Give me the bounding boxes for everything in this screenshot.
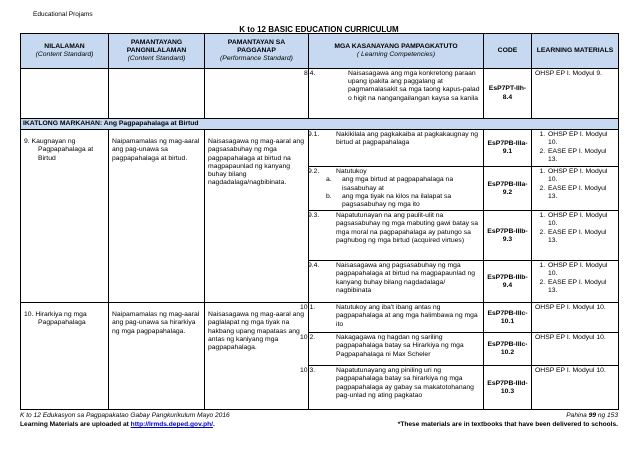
performance-standard-cell: Naisasagawa ng mag-aaral ang pagsasabuhay ng mga pagpapahalaga at birtud na magpapaunlad ng kanyang buhay bilang nagdadalaga/nagbibinata. bbox=[205, 130, 309, 303]
competency-cell: 10.3. Napatutunayang ang piniling uri ng pagpapahalaga batay sa hirarkiya ng mga pagpapahalaga ay gabay sa makatotohanang pag-unlad ng ating pagkatao bbox=[309, 366, 484, 410]
footer-page-number: Pahina 99 ng 153 bbox=[566, 412, 618, 419]
material-cell bbox=[532, 261, 619, 303]
material-cell bbox=[532, 211, 619, 261]
empty-cell bbox=[109, 69, 205, 119]
curriculum-table bbox=[20, 33, 619, 410]
competency-cell: 10.2. Nakagagawa ng hagdan ng sariling pagpapahalaga batay sa Hirarkiya ng mga Pagpapahalaga ni Max Scheler bbox=[309, 333, 484, 366]
col-header-pamantayang-pangnilalaman: PAMANTAYANG PANGNILALAMAN (Content Standard) bbox=[109, 34, 205, 69]
material-cell: OHSP EP I. Modyul 10. bbox=[532, 366, 619, 410]
content-cell: 10. Hirarkiya ng mga Pagpapahalaga bbox=[21, 303, 109, 410]
code-cell: EsP7PB-IIIc-10.1 bbox=[484, 303, 532, 333]
competency-cell: 9.1. Nakikilala ang pagkakaiba at pagkakaugnay ng birtud at pagpapahalaga bbox=[309, 130, 484, 167]
competency-cell: 9.3. Napatutunayan na ang paulit-ulit na pagsasabuhay ng mga mabuting gawi batay sa mga moral na pagpapahalaga ay patungo sa paghubog ng mga birtud (acquired virtues) bbox=[309, 211, 484, 261]
content-cell: 9. Kaugnayan ng Pagpapahalaga at Birtud bbox=[21, 130, 109, 303]
competency-cell: 9.4. Naisasagawa ang pagsasabuhay ng mga pagpapahalaga at birtud na magpapaunlad ng kanyang buhay bilang nagdadalaga/ nagbibinata bbox=[309, 261, 484, 303]
col-header-pamantayan-sa-pagganap: PAMANTAYAN SA PAGGANAP (Performance Standard) bbox=[205, 34, 309, 69]
material-item: 2. EASE EP I. Modyul 13. bbox=[547, 185, 615, 201]
document-title: K to 12 BASIC EDUCATION CURRICULUM bbox=[239, 25, 399, 34]
competency-cell: 10.1. Natutukoy ang iba't ibang antas ng pagpapahalaga at ang mga halimbawa ng mga ito bbox=[309, 303, 484, 333]
col-header-code: CODE bbox=[484, 34, 532, 69]
material-item: 1. OHSP EP I. Modyul 10. bbox=[547, 131, 615, 147]
col-header-nilalaman: NILALAMAN (Content Standard) bbox=[21, 34, 109, 69]
table-row bbox=[21, 130, 619, 167]
material-item: 1. OHSP EP I. Modyul 10. bbox=[547, 168, 615, 184]
material-item: 1. OHSP EP I. Modyul 10. bbox=[547, 212, 615, 228]
lrmds-link[interactable]: http://lrmds.deped.gov.ph/ bbox=[130, 421, 213, 428]
material-item: 2. EASE EP I. Modyul 13. bbox=[547, 148, 615, 164]
material-item: 2. EASE EP I. Modyul 13. bbox=[547, 229, 615, 245]
material-cell: OHSP EP I. Modyul 9. bbox=[532, 69, 619, 119]
competency-cell: 9.2. Natutukoy a. ang mga birtud at pagpapahalaga na isasabuhay at b. ang mga tiyak na kilos na ilalapat sa pagsasabuhay ng mga ito bbox=[309, 167, 484, 211]
content-standard-cell: Naipamamalas ng mag-aaral ang pag-unawa sa pagpapahalaga at birtud. bbox=[109, 130, 205, 303]
footer-textbook-note: *These materials are in textbooks that have been delivered to schools. bbox=[397, 421, 618, 428]
material-cell: OHSP EP I. Modyul 10. bbox=[532, 333, 619, 366]
footer-document-name: K to 12 Edukasyon sa Pagpapakatao Gabay Pangkurikulum Mayo 2016 bbox=[20, 412, 230, 419]
header-label: Educational Projams bbox=[33, 11, 93, 18]
material-cell bbox=[532, 130, 619, 167]
code-cell: EsP7PB-IIIc-10.2 bbox=[484, 333, 532, 366]
performance-standard-cell: Naisasagawa ng mag-aaral ang paglalapat ng mga tiyak na hakbang upang mapataas ang antas ng kaniyang mga pagpapahalaga. bbox=[205, 303, 309, 410]
competency-cell: 8.4. Naisasagawa ang mga konkretong paraan upang ipakita ang paggalang at pagmamalasakit sa mga taong kapus-palad o higit na nangangailangan kaysa sa kanila bbox=[309, 69, 484, 119]
code-cell: EsP7PB-IIId-10.3 bbox=[484, 366, 532, 410]
content-standard-cell: Naipamamalas ng mag-aaral ang pag-unawa sa hirarkiya ng mga pagpapahalaga. bbox=[109, 303, 205, 410]
material-cell bbox=[532, 167, 619, 211]
section-title: IKATLONG MARKAHAN: Ang Pagpapahalaga at Birtud bbox=[21, 119, 619, 130]
code-cell: EsP7PT-IIh-8.4 bbox=[484, 69, 532, 119]
code-cell: EsP7PB-IIIb-9.4 bbox=[484, 261, 532, 303]
material-item: 2. EASE EP I. Modyul 13. bbox=[547, 279, 615, 295]
material-item: 1. OHSP EP I. Modyul 10. bbox=[547, 262, 615, 278]
section-row bbox=[21, 119, 619, 130]
col-header-kasanayan: MGA KASANAYANG PAMPAGKATUTO ( Learning Competencies) bbox=[309, 34, 484, 69]
material-cell: OHSP EP I. Modyul 10. bbox=[532, 303, 619, 333]
code-cell: EsP7PB-IIIa-9.2 bbox=[484, 167, 532, 211]
footer-upload-note: Learning Materials are uploaded at http://lrmds.deped.gov.ph/. bbox=[20, 421, 215, 428]
code-cell: EsP7PB-IIIa-9.1 bbox=[484, 130, 532, 167]
table-row bbox=[21, 303, 619, 333]
empty-cell bbox=[21, 69, 109, 119]
col-header-learning-materials: LEARNING MATERIALS bbox=[532, 34, 619, 69]
code-cell: EsP7PB-IIIb-9.3 bbox=[484, 211, 532, 261]
table-row bbox=[21, 69, 619, 119]
table-header-row bbox=[21, 34, 619, 69]
current-page-number: 99 bbox=[588, 412, 596, 419]
empty-cell bbox=[205, 69, 309, 119]
